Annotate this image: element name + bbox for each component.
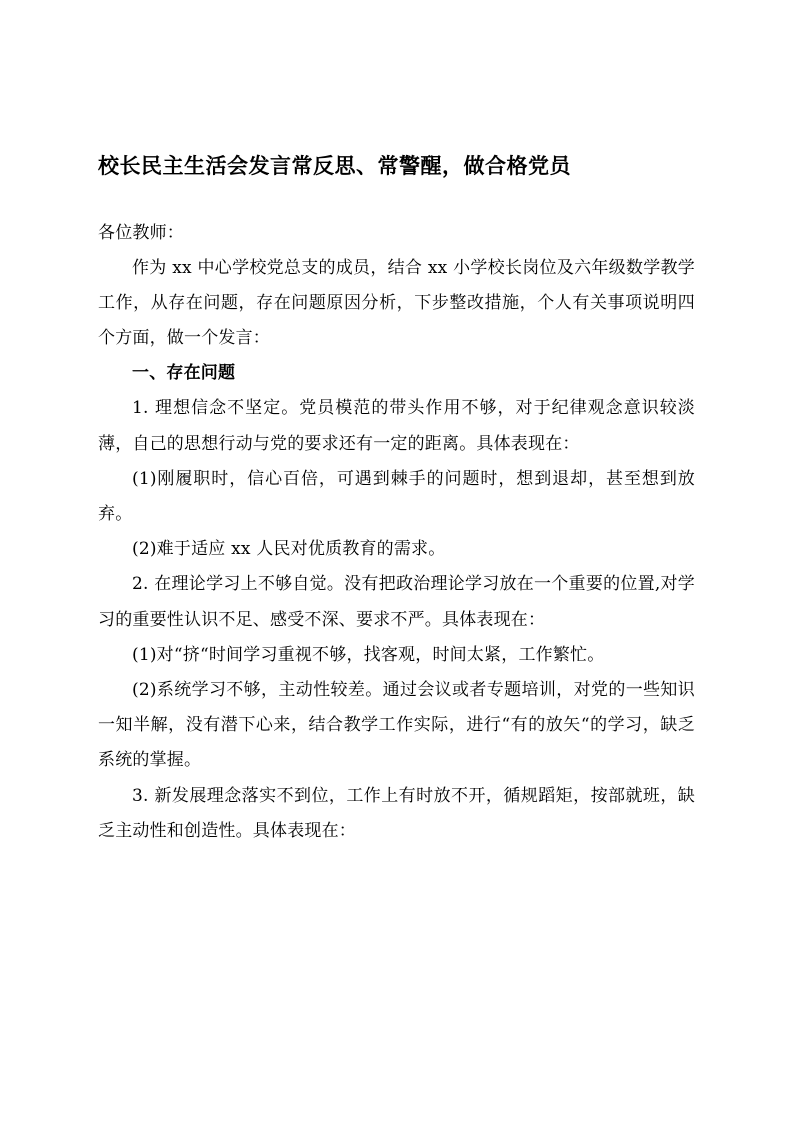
- section-heading-1: 一、存在问题: [132, 363, 236, 384]
- paragraph-item-2-1: (1)对“挤“时间学习重视不够，找客观，时间太紧，工作繁忙。: [132, 644, 605, 665]
- paragraph-salutation: 各位教师：: [98, 222, 184, 243]
- page-title: 校长民主生活会发言常反思、常警醒，做合格党员: [98, 153, 571, 178]
- paragraph-item-2-2: (2)系统学习不够，主动性较差。通过会议或者专题培训，对党的一些知识一知半解，没有潜下心来，结合教学工作实际，进行“有的放矢“的学习，缺乏系统的掌握。: [98, 679, 695, 771]
- paragraph-intro: 作为 xx 中心学校党总支的成员，结合 xx 小学校长岗位及六年级数学教学工作，从存在问题，存在问题原因分析，下步整改措施，个人有关事项说明四个方面，做一个发言：: [98, 257, 695, 349]
- paragraph-item-2: 2. 在理论学习上不够自觉。没有把政治理论学习放在一个重要的位置,对学习的重要性认识不足、感受不深、要求不严。具体表现在：: [98, 574, 695, 630]
- paragraph-item-3: 3. 新发展理念落实不到位，工作上有时放不开，循规蹈矩，按部就班，缺乏主动性和创造性。具体表现在：: [98, 785, 695, 841]
- paragraph-item-1: 1. 理想信念不坚定。党员模范的带头作用不够，对于纪律观念意识较淡薄，自己的思想行动与党的要求还有一定的距离。具体表现在：: [98, 398, 695, 454]
- paragraph-item-1-1: (1)刚履职时，信心百倍，可遇到棘手的问题时，想到退却，甚至想到放弃。: [98, 468, 695, 524]
- paragraph-item-1-2: (2)难于适应 xx 人民对优质教育的需求。: [132, 539, 446, 560]
